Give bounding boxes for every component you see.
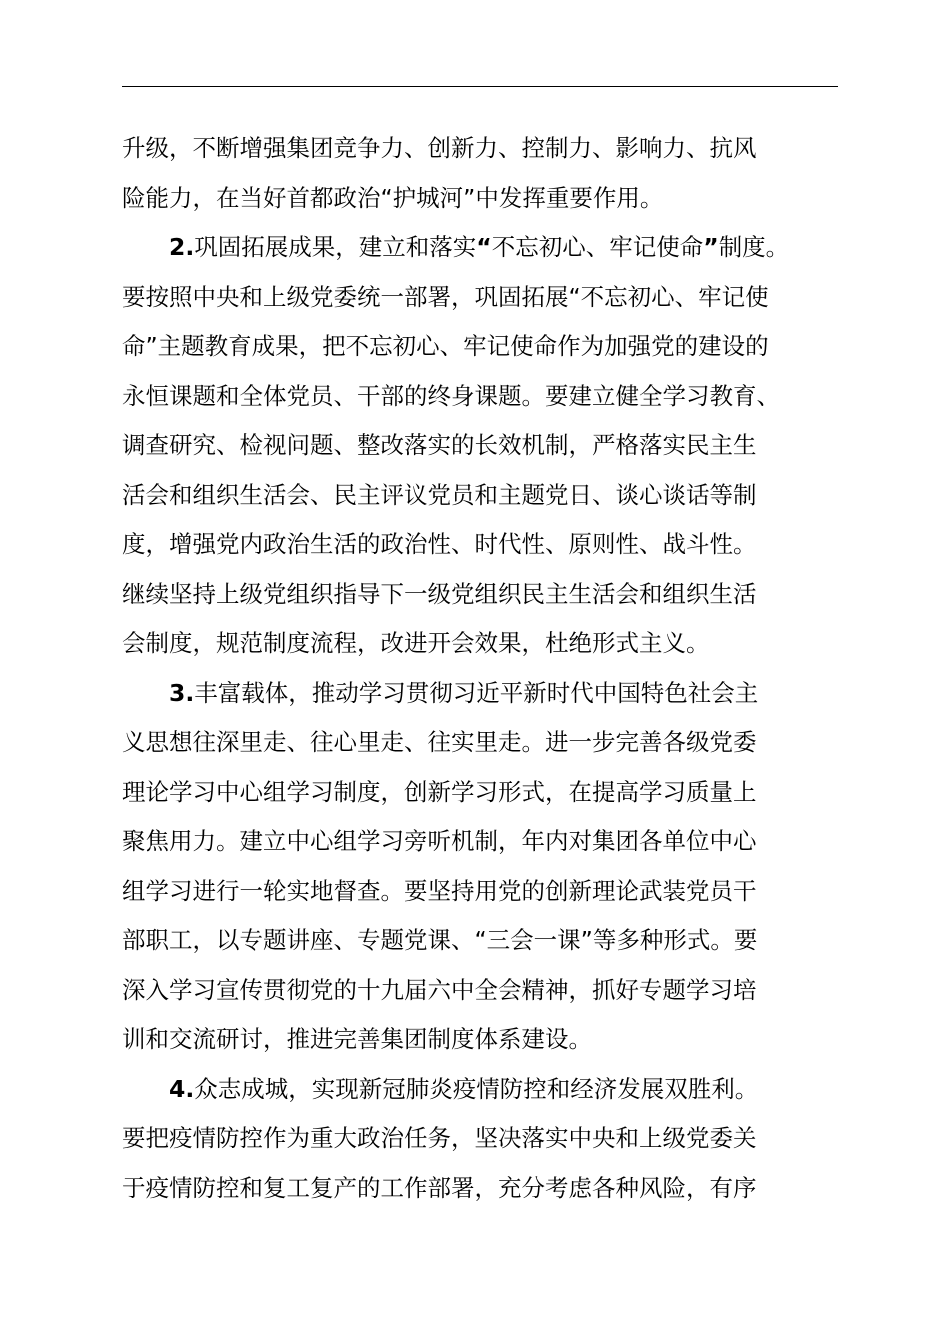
text-line: 训和交流研讨，推进完善集团制度体系建设。	[122, 1025, 592, 1053]
text-line: 深入学习宣传贯彻党的十九届六中全会精神，抓好专题学习培	[122, 975, 757, 1004]
item-3-text: 丰富载体，推动学习贯彻习近平新时代中国特色社会主	[194, 678, 759, 707]
text-line: 要按照中央和上级党委统一部署，巩固拓展“不忘初心、牢记使	[122, 282, 769, 311]
text-line: 会制度，规范制度流程，改进开会效果，杜绝形式主义。	[122, 629, 710, 657]
text-line: 永恒课题和全体党员、干部的终身课题。要建立健全学习教育、	[122, 381, 780, 410]
item-number: 3.	[169, 678, 195, 707]
text-line: 要把疫情防控作为重大政治任务，坚决落实中央和上级党委关	[122, 1124, 757, 1152]
quote-open: “	[476, 233, 492, 261]
text-line: 度，增强党内政治生活的政治性、时代性、原则性、战斗性。	[122, 530, 757, 558]
quote-close: ”	[703, 233, 719, 261]
item-number: 4.	[169, 1074, 195, 1103]
item-4-heading-line	[122, 1065, 842, 1115]
text-line: 险能力，在当好首都政治“护城河”中发挥重要作用。	[122, 183, 664, 212]
text-line: 活会和组织生活会、民主评议党员和主题党日、谈心谈话等制	[122, 480, 757, 509]
text-line: 继续坚持上级党组织指导下一级党组织民主生活会和组织生活	[122, 579, 757, 608]
text-line: 命”主题教育成果，把不忘初心、牢记使命作为加强党的建设的	[122, 332, 769, 360]
item-2-text-post: 制度。	[718, 233, 790, 261]
header-rule	[122, 86, 838, 87]
text-line: 理论学习中心组学习制度，创新学习形式，在提高学习质量上	[122, 777, 757, 806]
item-3-heading-line	[122, 669, 842, 719]
text-line: 义思想往深里走、往心里走、往实里走。进一步完善各级党委	[122, 728, 757, 756]
item-4-text: 众志成城，实现新冠肺炎疫情防控和经济发展双胜利。	[194, 1074, 759, 1103]
item-2-text-pre: 巩固拓展成果，建立和落实	[194, 233, 477, 261]
text-line: 升级，不断增强集团竞争力、创新力、控制力、影响力、抗风	[122, 134, 757, 162]
item-2-text-mid: 不忘初心、牢记使命	[491, 233, 704, 261]
text-line: 聚焦用力。建立中心组学习旁听机制，年内对集团各单位中心	[122, 827, 757, 855]
item-2-heading-line	[122, 223, 842, 273]
text-line: 组学习进行一轮实地督查。要坚持用党的创新理论武装党员干	[122, 876, 757, 905]
body-text	[122, 124, 842, 1213]
text-line: 调查研究、检视问题、整改落实的长效机制，严格落实民主生	[122, 431, 757, 459]
text-line: 部职工，以专题讲座、专题党课、“三会一课”等多种形式。要	[122, 926, 758, 954]
text-line: 于疫情防控和复工复产的工作部署，充分考虑各种风险，有序	[122, 1173, 757, 1202]
item-number: 2.	[169, 233, 195, 261]
